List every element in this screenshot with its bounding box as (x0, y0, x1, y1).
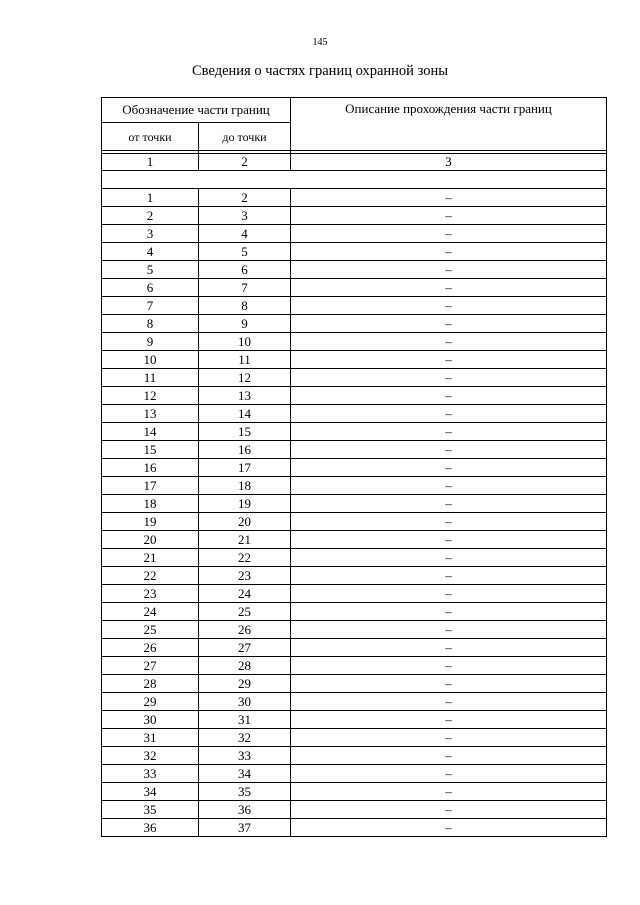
to-point-cell: 10 (199, 333, 291, 351)
to-point-cell: 22 (199, 549, 291, 567)
to-point-cell: 4 (199, 225, 291, 243)
table-row (102, 531, 607, 549)
from-point-cell: 17 (102, 477, 199, 495)
table-row (102, 621, 607, 639)
table-row (102, 513, 607, 531)
to-point-cell: 23 (199, 567, 291, 585)
to-point-cell: 27 (199, 639, 291, 657)
description-cell: – (291, 657, 607, 675)
table-row (102, 567, 607, 585)
table-row (102, 549, 607, 567)
table-row (102, 477, 607, 495)
from-point-cell: 25 (102, 621, 199, 639)
table-row (102, 693, 607, 711)
from-point-cell: 9 (102, 333, 199, 351)
document-title: Сведения о частях границ охранной зоны (192, 63, 448, 79)
table-row (102, 225, 607, 243)
description-cell: – (291, 333, 607, 351)
description-cell: – (291, 729, 607, 747)
to-point-cell: 21 (199, 531, 291, 549)
to-point-cell: 15 (199, 423, 291, 441)
table-row (102, 585, 607, 603)
table-row (102, 657, 607, 675)
to-point-cell: 16 (199, 441, 291, 459)
table-row (102, 747, 607, 765)
from-point-cell: 1 (102, 189, 199, 207)
table-row (102, 243, 607, 261)
to-point-cell: 13 (199, 387, 291, 405)
table-row (102, 207, 607, 225)
table-row (102, 297, 607, 315)
description-cell: – (291, 369, 607, 387)
table-body (102, 171, 607, 837)
from-point-cell: 16 (102, 459, 199, 477)
column-number-row (102, 154, 607, 171)
table-row (102, 279, 607, 297)
to-point-cell: 3 (199, 207, 291, 225)
description-cell: – (291, 783, 607, 801)
column-number: 1 (102, 154, 199, 171)
to-point-cell: 12 (199, 369, 291, 387)
from-point-cell: 5 (102, 261, 199, 279)
to-point-cell: 5 (199, 243, 291, 261)
table-row (102, 495, 607, 513)
from-point-cell: 7 (102, 297, 199, 315)
from-point-cell: 35 (102, 801, 199, 819)
table-row (102, 369, 607, 387)
table-row (102, 783, 607, 801)
page-number: 145 (312, 37, 328, 48)
description-cell: – (291, 567, 607, 585)
to-point-cell: 36 (199, 801, 291, 819)
description-cell: – (291, 549, 607, 567)
description-cell: – (291, 711, 607, 729)
from-point-cell: 2 (102, 207, 199, 225)
to-point-cell: 18 (199, 477, 291, 495)
table-row (102, 315, 607, 333)
table-row (102, 639, 607, 657)
from-point-cell: 24 (102, 603, 199, 621)
from-point-cell: 31 (102, 729, 199, 747)
from-point-cell: 23 (102, 585, 199, 603)
from-point-cell: 21 (102, 549, 199, 567)
description-cell: – (291, 513, 607, 531)
to-point-cell: 24 (199, 585, 291, 603)
table-row (102, 459, 607, 477)
to-point-cell: 20 (199, 513, 291, 531)
description-cell: – (291, 819, 607, 837)
section-row (102, 171, 607, 189)
table-row (102, 603, 607, 621)
description-cell: – (291, 207, 607, 225)
table-row (102, 387, 607, 405)
to-point-cell: 17 (199, 459, 291, 477)
from-point-cell: 8 (102, 315, 199, 333)
description-cell: – (291, 405, 607, 423)
group-header: Обозначение части границ (102, 98, 291, 123)
from-point-header: от точки (102, 123, 199, 151)
description-cell: – (291, 441, 607, 459)
description-cell: – (291, 693, 607, 711)
to-point-cell: 19 (199, 495, 291, 513)
to-point-cell: 37 (199, 819, 291, 837)
to-point-cell: 29 (199, 675, 291, 693)
table-row (102, 675, 607, 693)
description-cell: – (291, 315, 607, 333)
to-point-cell: 33 (199, 747, 291, 765)
description-cell: – (291, 189, 607, 207)
from-point-cell: 27 (102, 657, 199, 675)
description-cell: – (291, 603, 607, 621)
description-cell: – (291, 423, 607, 441)
from-point-cell: 10 (102, 351, 199, 369)
from-point-cell: 30 (102, 711, 199, 729)
table-header-row (102, 98, 607, 123)
to-point-cell: 2 (199, 189, 291, 207)
from-point-cell: 36 (102, 819, 199, 837)
description-cell: – (291, 297, 607, 315)
from-point-cell: 18 (102, 495, 199, 513)
table-row (102, 801, 607, 819)
description-cell: – (291, 801, 607, 819)
table-row (102, 333, 607, 351)
description-cell: – (291, 675, 607, 693)
from-point-cell: 22 (102, 567, 199, 585)
from-point-cell: 3 (102, 225, 199, 243)
from-point-cell: 28 (102, 675, 199, 693)
description-cell: – (291, 225, 607, 243)
to-point-cell: 30 (199, 693, 291, 711)
from-point-cell: 20 (102, 531, 199, 549)
table-row (102, 405, 607, 423)
description-cell: – (291, 477, 607, 495)
from-point-cell: 6 (102, 279, 199, 297)
boundary-parts-table (101, 97, 607, 837)
description-header: Описание прохождения части границ (291, 98, 607, 151)
from-point-cell: 19 (102, 513, 199, 531)
to-point-cell: 26 (199, 621, 291, 639)
to-point-cell: 34 (199, 765, 291, 783)
description-cell: – (291, 621, 607, 639)
to-point-cell: 31 (199, 711, 291, 729)
to-point-cell: 8 (199, 297, 291, 315)
description-cell: – (291, 351, 607, 369)
description-cell: – (291, 495, 607, 513)
table-row (102, 189, 607, 207)
column-number: 2 (199, 154, 291, 171)
from-point-cell: 15 (102, 441, 199, 459)
table-row (102, 261, 607, 279)
description-cell: – (291, 387, 607, 405)
to-point-cell: 7 (199, 279, 291, 297)
to-point-cell: 6 (199, 261, 291, 279)
from-point-cell: 29 (102, 693, 199, 711)
to-point-header: до точки (199, 123, 291, 151)
from-point-cell: 13 (102, 405, 199, 423)
description-cell: – (291, 765, 607, 783)
to-point-cell: 28 (199, 657, 291, 675)
from-point-cell: 34 (102, 783, 199, 801)
description-cell: – (291, 279, 607, 297)
description-cell: – (291, 243, 607, 261)
from-point-cell: 11 (102, 369, 199, 387)
table-row (102, 351, 607, 369)
description-cell: – (291, 747, 607, 765)
from-point-cell: 14 (102, 423, 199, 441)
description-cell: – (291, 459, 607, 477)
table-row (102, 765, 607, 783)
from-point-cell: 12 (102, 387, 199, 405)
table-row (102, 423, 607, 441)
table-row (102, 441, 607, 459)
to-point-cell: 35 (199, 783, 291, 801)
to-point-cell: 9 (199, 315, 291, 333)
description-cell: – (291, 531, 607, 549)
table-row (102, 729, 607, 747)
description-cell: – (291, 261, 607, 279)
description-cell: – (291, 585, 607, 603)
from-point-cell: 4 (102, 243, 199, 261)
from-point-cell: 33 (102, 765, 199, 783)
to-point-cell: 25 (199, 603, 291, 621)
to-point-cell: 11 (199, 351, 291, 369)
from-point-cell: 26 (102, 639, 199, 657)
column-number: 3 (291, 154, 607, 171)
to-point-cell: 14 (199, 405, 291, 423)
to-point-cell: 32 (199, 729, 291, 747)
table-row (102, 819, 607, 837)
table-row (102, 711, 607, 729)
from-point-cell: 32 (102, 747, 199, 765)
description-cell: – (291, 639, 607, 657)
